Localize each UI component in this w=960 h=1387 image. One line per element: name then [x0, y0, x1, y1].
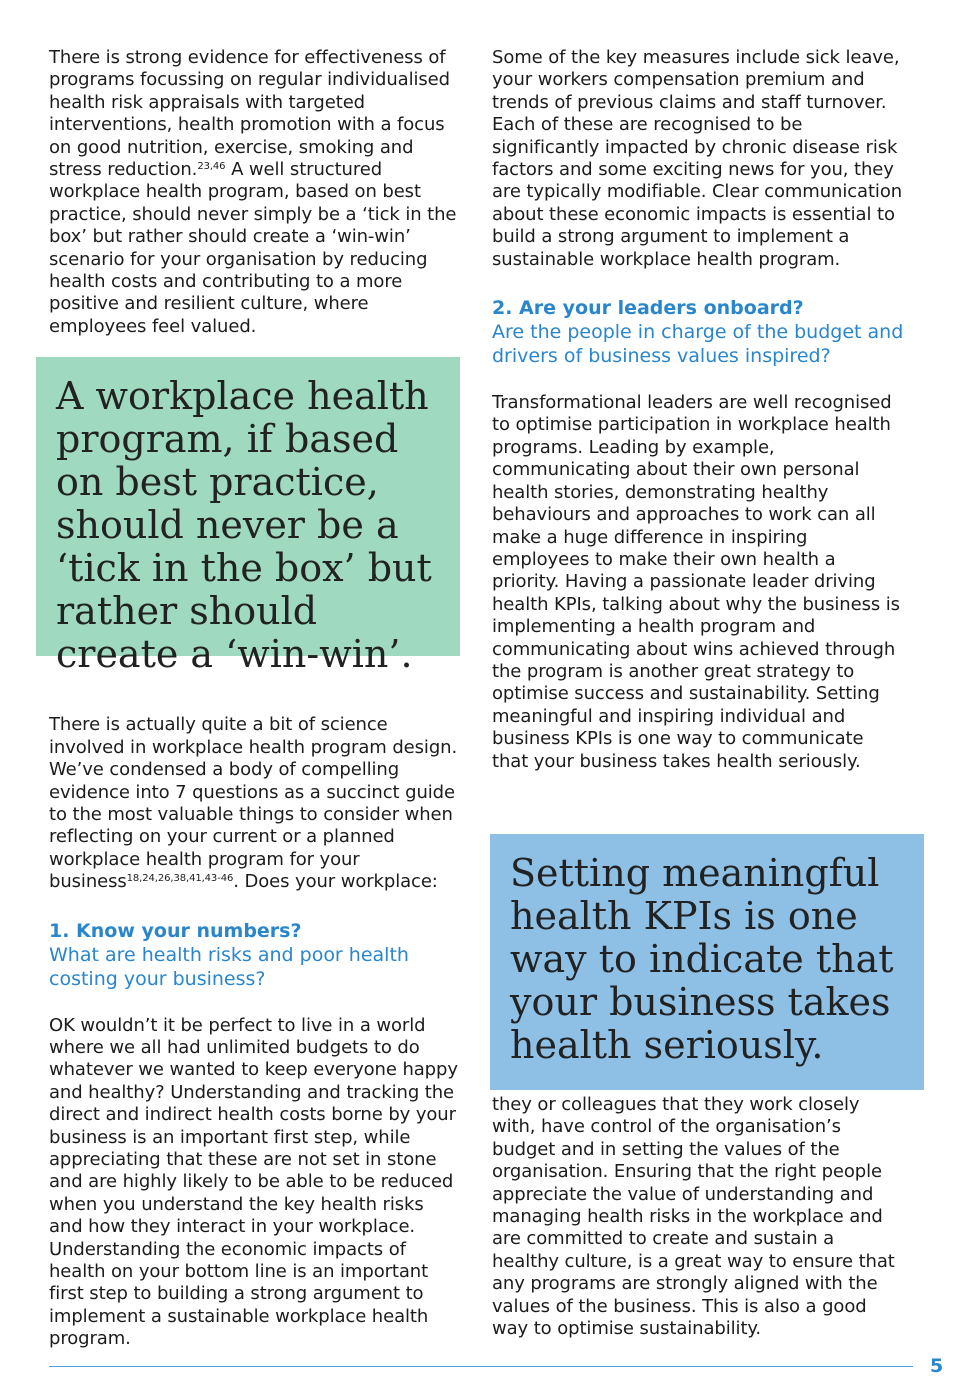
question-2-title: 2. Are your leaders onboard? [492, 297, 804, 320]
citation-superscript: 18,24,26,38,41,43-46 [126, 873, 234, 885]
footer-divider [49, 1366, 913, 1367]
left-column [49, 47, 461, 1351]
numbers-paragraph: OK wouldn’t it be perfect to live in a world where we all had unlimited budgets to do whatever we wanted to keep everyone happy and healthy? Understanding and tracking the direct and indirect health costs borne by your business is an important first step, while appreciating that these are not set in stone and are highly likely to be able to be reduced when you understand the key health risks and how they interact in your workplace. Understanding the economic impacts of health on your bottom line is an important first step to building a strong argument to implement a sustainable workplace health program. [49, 1014, 458, 1350]
right-column [492, 47, 904, 773]
leaders-paragraph: Transformational leaders are well recognised to optimise participation in workplace health programs. Leading by example, communicating about their own personal health stories, demonstrating healthy behaviours and approaches to work can all make a huge difference in inspiring employees to make their own health a priority. Having a passionate leader driving health KPIs, talking about why the business is implementing a health program and communicating about wins achieved through the program is another great strategy to optimise success and sustainability. Setting meaningful and inspiring individual and business KPIs is one way to communicate that your business takes health seriously. [492, 392, 900, 772]
pull-quote-green: A workplace health program, if based on best practice, should never be a ‘tick in the box’ but rather should create a ‘win-win’. [36, 357, 460, 656]
science-paragraph: There is actually quite a bit of science involved in workplace health program design. We’ve condensed a body of compelling evidence into 7 questions as a succinct guide to the most valuable things to consider when reflecting on your current or a planned workplace health program for your business$^{18,24,26,38,41,43-46}$. Does your workplace: [49, 714, 458, 893]
pull-quote-blue: Setting meaningful health KPIs is one way to indicate that your business takes health seriously. [490, 834, 924, 1090]
citation-superscript: 23,46 [197, 161, 226, 173]
budget-paragraph: they or colleagues that they work closely with, have control of the organisation’s budget and in setting the values of the organisation. Ensuring that the right people appreciate the value of understanding and managing health risks in the workplace and are committed to create and sustain a healthy culture, is a great way to ensure that any programs are strongly aligned with the values of the business. This is also a good way to optimise sustainability. [492, 1094, 895, 1340]
page-number: 5 [930, 1355, 944, 1377]
question-2-subtitle: Are the people in charge of the budget and drivers of business values inspired? [492, 321, 904, 368]
question-1-subtitle: What are health risks and poor health costing your business? [49, 943, 409, 990]
question-1-title: 1. Know your numbers? [49, 919, 302, 942]
measures-paragraph: Some of the key measures include sick leave, your workers compensation premium and trends of previous claims and staff turnover. Each of these are recognised to be significantly impacted by chronic disease risk factors and some exciting news for you, they are typically modifiable. Clear communication about these economic impacts is essential to build a strong argument to implement a sustainable workplace health program. [492, 47, 903, 270]
intro-paragraph: There is strong evidence for effectiveness of programs focussing on regular individualised health risk appraisals with targeted interventions, health promotion with a focus on good nutrition, exercise, smoking and stress reduction.$^{23,46}$ A well structured workplace health program, based on best practice, should never simply be a ‘tick in the box’ but rather should create a ‘win-win’ scenario for your organisation by reducing health costs and contributing to a more positive and resilient culture, where employees feel valued. [49, 47, 457, 337]
